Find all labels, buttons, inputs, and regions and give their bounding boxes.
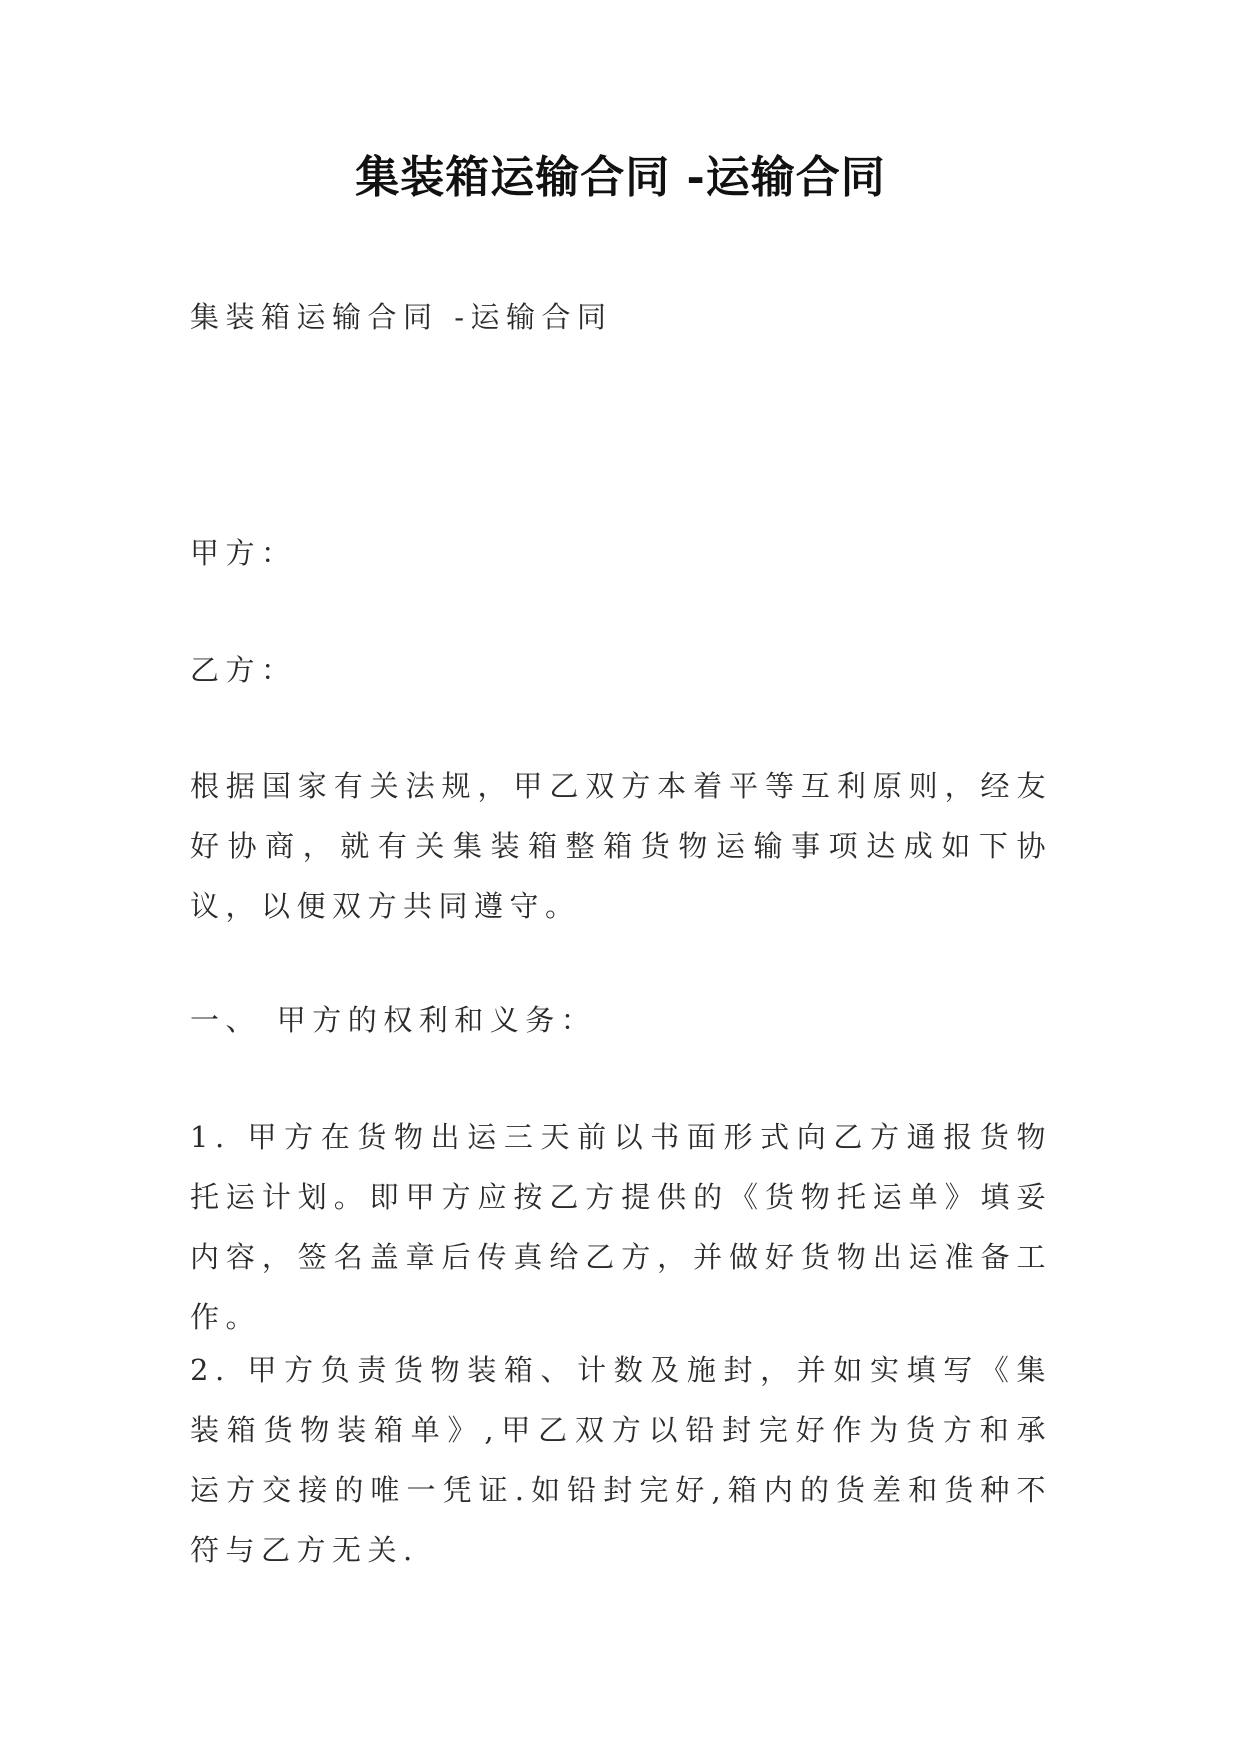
document-title: 集装箱运输合同 -运输合同 [355, 152, 886, 203]
party-b-label: 乙方： [190, 653, 297, 687]
party-a-label: 甲方： [190, 536, 297, 570]
section-1-heading: 一、 甲方的权利和义务： [190, 1003, 597, 1037]
clause-1-paragraph: 1. 甲方在货物出运三天前以书面形式向乙方通报货物托运计划。即甲方应按乙方提供的《货物托运单》填妥内容，签名盖章后传真给乙方，并做好货物出运准备工作。 [190, 1120, 1052, 1334]
document-subtitle: 集装箱运输合同 -运输合同 [190, 300, 613, 334]
clause-2-paragraph: 2. 甲方负责货物装箱、计数及施封，并如实填写《集装箱货物装箱单》,甲乙双方以铅封完好作为货方和承运方交接的唯一凭证.如铅封完好,箱内的货差和货种不符与乙方无关. [190, 1353, 1052, 1567]
intro-paragraph: 根据国家有关法规，甲乙双方本着平等互利原则，经友好协商，就有关集装箱整箱货物运输事项达成如下协议，以便双方共同遵守。 [190, 769, 1052, 923]
